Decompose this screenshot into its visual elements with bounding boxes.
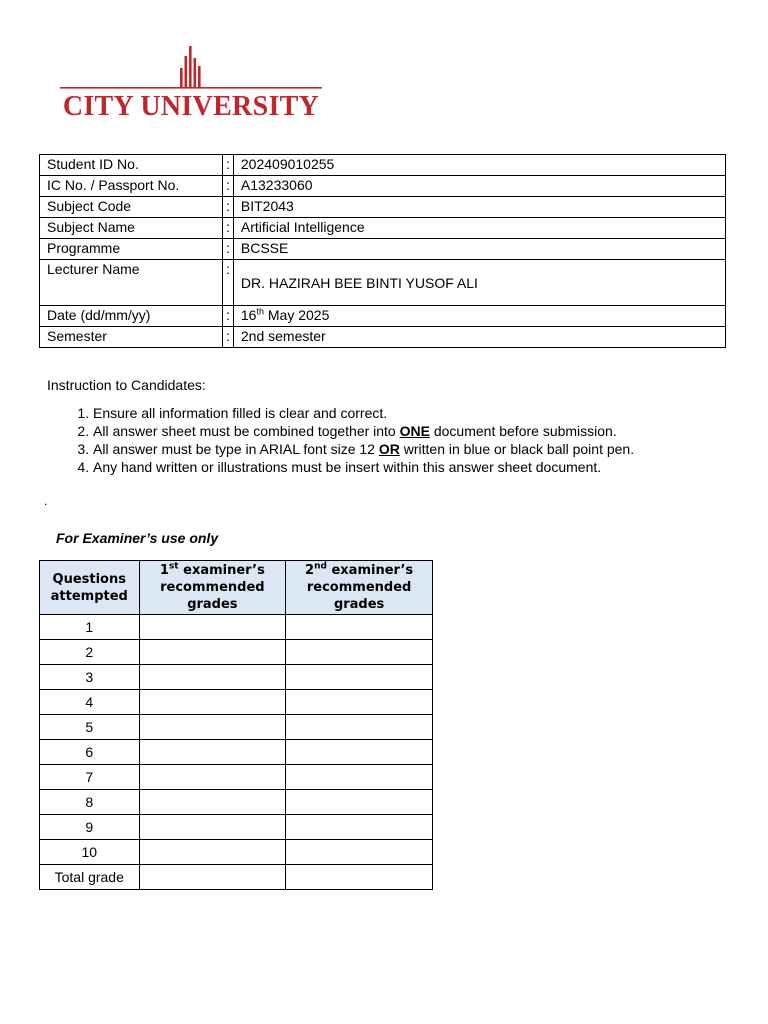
total-grade-row bbox=[40, 865, 433, 890]
info-label: Subject Name bbox=[40, 218, 223, 239]
info-label: IC No. / Passport No. bbox=[40, 176, 223, 197]
first-examiner-grade-cell[interactable] bbox=[139, 615, 286, 640]
first-examiner-grade-cell[interactable] bbox=[139, 665, 286, 690]
info-label: Semester bbox=[40, 327, 223, 348]
instruction-text: All answer must be type in ARIAL font size 12 bbox=[93, 441, 379, 457]
examiner-section-title: For Examiner’s use only bbox=[56, 530, 219, 546]
question-number: 4 bbox=[40, 690, 140, 715]
instruction-emphasis: ONE bbox=[399, 423, 430, 439]
second-examiner-grade-cell[interactable] bbox=[286, 840, 433, 865]
grade-row bbox=[40, 765, 433, 790]
first-examiner-grade-cell[interactable] bbox=[139, 740, 286, 765]
grade-row bbox=[40, 715, 433, 740]
instruction-item bbox=[93, 422, 768, 440]
stray-dot: . bbox=[44, 494, 48, 508]
instruction-item: 1. Ensure all information filled is clear and correct. bbox=[93, 404, 768, 422]
university-logo bbox=[60, 44, 322, 124]
question-number: 10 bbox=[40, 840, 140, 865]
grade-row bbox=[40, 840, 433, 865]
question-number: 9 bbox=[40, 815, 140, 840]
instruction-text: written in blue or black ball point pen. bbox=[399, 441, 635, 457]
instruction-text: All answer sheet must be combined together into bbox=[93, 423, 400, 439]
header-text: examiner’s recommended grades bbox=[306, 563, 414, 612]
first-examiner-grade-cell[interactable] bbox=[139, 840, 286, 865]
header-questions-attempted: Questions attempted bbox=[40, 561, 140, 615]
semester-value: 2nd semester bbox=[233, 327, 725, 348]
instruction-text: document before submission. bbox=[429, 423, 617, 439]
programme-row bbox=[40, 239, 726, 260]
question-number: 1 bbox=[40, 615, 140, 640]
second-examiner-grade-cell[interactable] bbox=[286, 640, 433, 665]
student-info-table bbox=[39, 154, 726, 348]
second-examiner-grade-cell[interactable] bbox=[286, 815, 433, 840]
first-examiner-grade-cell[interactable] bbox=[139, 640, 286, 665]
grade-row bbox=[40, 640, 433, 665]
question-number: 2 bbox=[40, 640, 140, 665]
first-examiner-grade-cell[interactable] bbox=[139, 815, 286, 840]
programme-value: BCSSE bbox=[233, 239, 725, 260]
passport-row bbox=[40, 176, 726, 197]
info-colon: : bbox=[223, 327, 234, 348]
logo-text: CITY UNIVERSITY bbox=[62, 91, 320, 122]
question-number: 6 bbox=[40, 740, 140, 765]
first-examiner-grade-cell[interactable] bbox=[139, 790, 286, 815]
info-label: Student ID No. bbox=[40, 155, 223, 176]
examiner-table-header bbox=[40, 561, 433, 615]
grade-row bbox=[40, 690, 433, 715]
lecturer-value: DR. HAZIRAH BEE BINTI YUSOF ALI bbox=[233, 260, 725, 306]
examiner-grades-table bbox=[39, 560, 433, 890]
subject-name-row bbox=[40, 218, 726, 239]
second-examiner-total-cell[interactable] bbox=[286, 865, 433, 890]
header-ordinal: nd bbox=[314, 561, 327, 572]
header-first-examiner bbox=[139, 561, 286, 615]
grade-row bbox=[40, 665, 433, 690]
instructions-list bbox=[47, 404, 768, 476]
instructions-title: Instruction to Candidates: bbox=[47, 377, 206, 393]
date-row bbox=[40, 306, 726, 327]
subject-code-value: BIT2043 bbox=[233, 197, 725, 218]
info-label: Lecturer Name bbox=[40, 260, 223, 306]
grade-row bbox=[40, 815, 433, 840]
question-number: 3 bbox=[40, 665, 140, 690]
info-colon: : bbox=[223, 218, 234, 239]
info-colon: : bbox=[223, 260, 234, 306]
lecturer-row bbox=[40, 260, 726, 306]
question-number: 5 bbox=[40, 715, 140, 740]
instruction-emphasis: OR bbox=[378, 441, 400, 457]
question-number: 8 bbox=[40, 790, 140, 815]
info-colon: : bbox=[223, 197, 234, 218]
second-examiner-grade-cell[interactable] bbox=[286, 690, 433, 715]
first-examiner-grade-cell[interactable] bbox=[139, 715, 286, 740]
date-ordinal: th bbox=[256, 306, 264, 317]
first-examiner-grade-cell[interactable] bbox=[139, 765, 286, 790]
total-grade-label: Total grade bbox=[40, 865, 140, 890]
second-examiner-grade-cell[interactable] bbox=[286, 665, 433, 690]
date-value bbox=[233, 306, 725, 327]
semester-row bbox=[40, 327, 726, 348]
header-number: 2 bbox=[305, 563, 315, 578]
student-id-row bbox=[40, 155, 726, 176]
question-number: 7 bbox=[40, 765, 140, 790]
logo-tower-icon bbox=[60, 44, 322, 94]
date-rest: May 2025 bbox=[263, 307, 330, 323]
second-examiner-grade-cell[interactable] bbox=[286, 615, 433, 640]
grade-row bbox=[40, 790, 433, 815]
info-label: Programme bbox=[40, 239, 223, 260]
info-label: Date (dd/mm/yy) bbox=[40, 306, 223, 327]
subject-name-value: Artificial Intelligence bbox=[233, 218, 725, 239]
header-ordinal: st bbox=[168, 561, 179, 572]
second-examiner-grade-cell[interactable] bbox=[286, 715, 433, 740]
grade-row bbox=[40, 615, 433, 640]
passport-value: A13233060 bbox=[233, 176, 725, 197]
info-colon: : bbox=[223, 239, 234, 260]
grade-row bbox=[40, 740, 433, 765]
first-examiner-grade-cell[interactable] bbox=[139, 690, 286, 715]
student-id-value: 202409010255 bbox=[233, 155, 725, 176]
subject-code-row bbox=[40, 197, 726, 218]
second-examiner-grade-cell[interactable] bbox=[286, 740, 433, 765]
header-number: 1 bbox=[159, 563, 169, 578]
second-examiner-grade-cell[interactable] bbox=[286, 790, 433, 815]
instruction-item: 4. Any hand written or illustrations must be insert within this answer sheet document. bbox=[93, 458, 768, 476]
second-examiner-grade-cell[interactable] bbox=[286, 765, 433, 790]
first-examiner-total-cell[interactable] bbox=[139, 865, 286, 890]
header-text: examiner’s recommended grades bbox=[160, 563, 265, 612]
info-label: Subject Code bbox=[40, 197, 223, 218]
info-colon: : bbox=[223, 176, 234, 197]
header-second-examiner bbox=[286, 561, 433, 615]
info-colon: : bbox=[223, 306, 234, 327]
info-colon: : bbox=[223, 155, 234, 176]
date-day: 16 bbox=[240, 307, 257, 323]
instruction-item bbox=[93, 440, 768, 458]
